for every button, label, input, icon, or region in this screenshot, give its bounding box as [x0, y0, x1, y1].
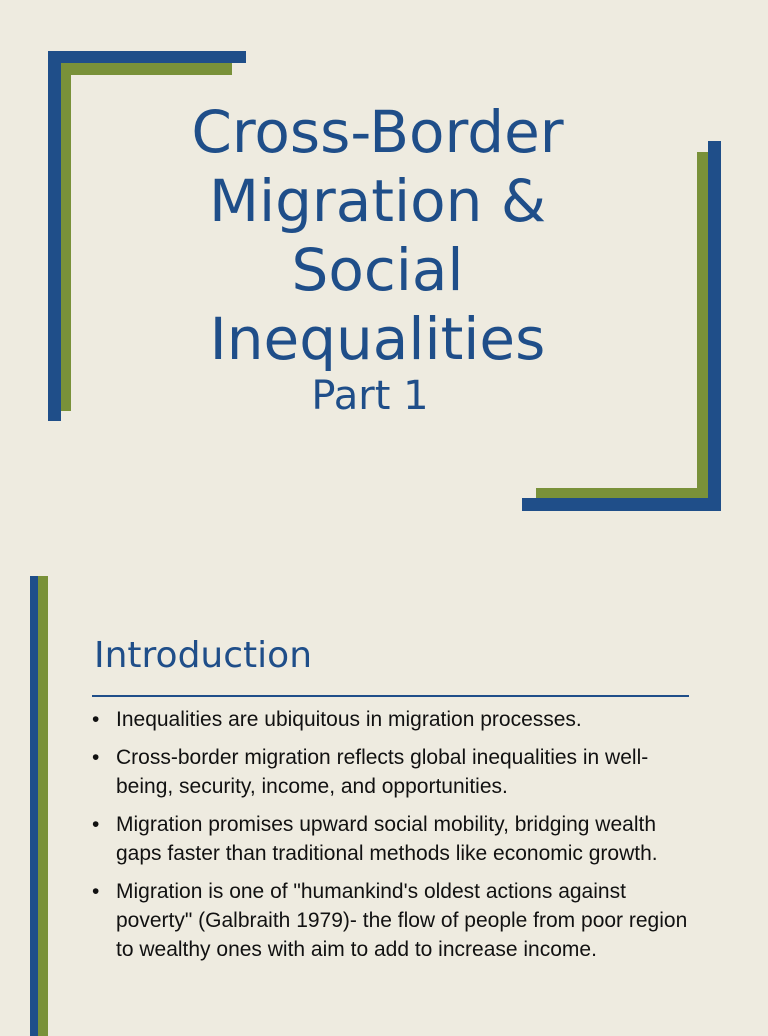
frame-bottom-right-navy-vertical: [708, 141, 721, 511]
bullet-icon: •: [92, 708, 100, 731]
slide-subtitle: Part 1: [311, 373, 429, 419]
section-heading: Introduction: [94, 635, 313, 676]
left-accent-navy-bar: [30, 576, 38, 1036]
list-item: [92, 705, 692, 734]
list-item: [92, 743, 692, 801]
frame-bottom-right-green-horizontal: [536, 488, 708, 498]
left-accent-green-bar: [38, 576, 48, 1036]
frame-top-left-navy-horizontal: [48, 51, 246, 63]
frame-bottom-right-navy-horizontal: [522, 498, 721, 511]
introduction-slide: [0, 545, 768, 1024]
slide-title: Cross-Border Migration & Social Inequalities: [191, 98, 564, 373]
bullet-text: Inequalities are ubiquitous in migration processes.: [116, 708, 582, 731]
frame-top-left-navy-vertical: [48, 51, 61, 421]
heading-divider: [92, 695, 689, 697]
bullet-icon: •: [92, 813, 100, 836]
frame-bottom-right-green-vertical: [697, 152, 708, 498]
bullet-text: Migration promises upward social mobility, bridging wealth gaps faster than traditional methods like economic growth.: [116, 813, 658, 865]
bullet-icon: •: [92, 880, 100, 903]
bullet-text: Migration is one of "humankind's oldest actions against poverty" (Galbraith 1979)- the flow of people from poor region to wealthy ones with aim to add to increase income.: [116, 880, 688, 961]
frame-top-left-green-horizontal: [60, 63, 232, 75]
list-item: [92, 877, 692, 964]
list-item: [92, 810, 692, 868]
bullet-icon: •: [92, 746, 100, 769]
bullet-list: [92, 705, 692, 973]
frame-top-left-green-vertical: [60, 63, 71, 411]
bullet-text: Cross-border migration reflects global inequalities in well-being, security, income, and opportunities.: [116, 746, 649, 798]
